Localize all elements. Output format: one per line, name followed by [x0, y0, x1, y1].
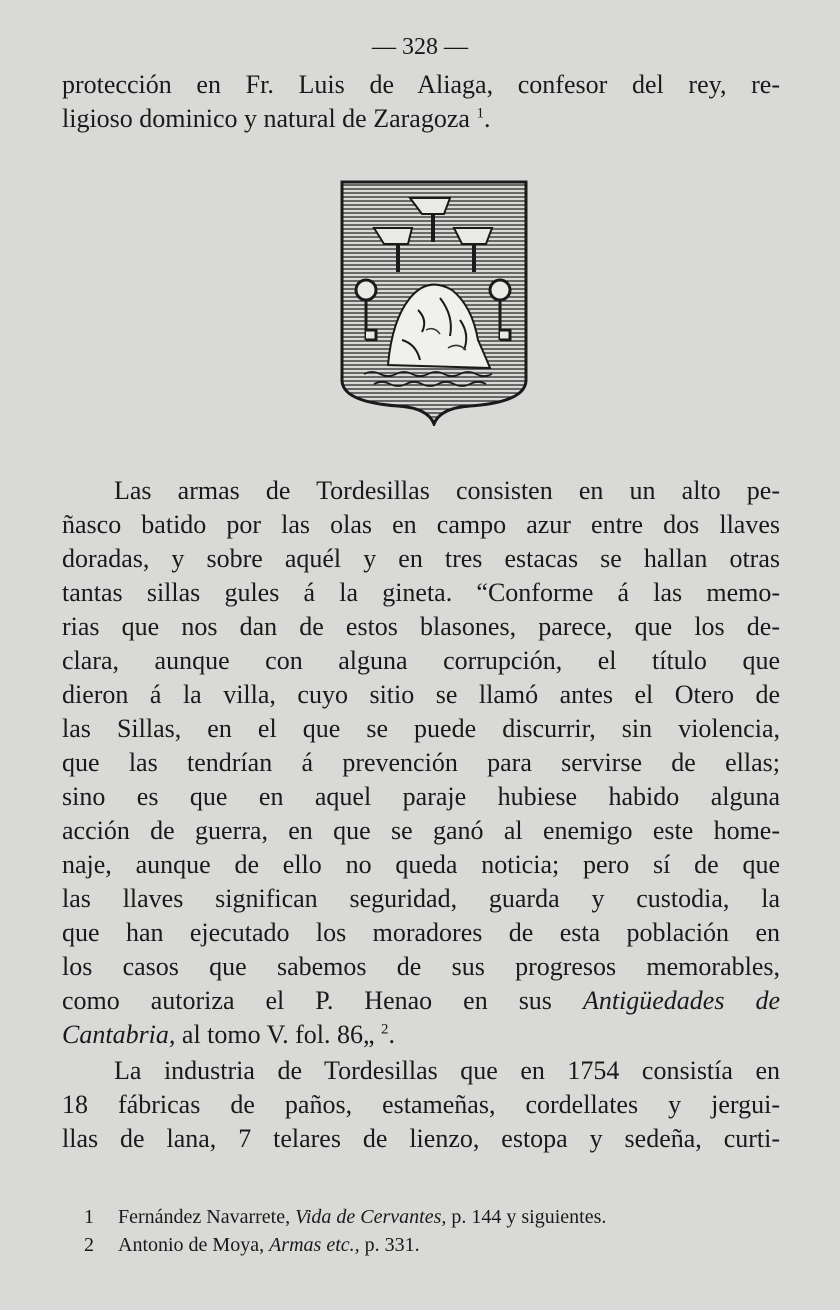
text-line: [62, 102, 780, 136]
footnote-text: Antonio de Moya,: [118, 1234, 270, 1256]
footnote-text: Fernández Navarrete,: [118, 1206, 296, 1228]
text-line: sino es que en aquel paraje hubiese habido alguna: [62, 782, 780, 811]
text-line: Las armas de Tordesillas consisten en un alto pe-: [114, 476, 780, 505]
text-line: doradas, y sobre aquél y en tres estacas se hallan otras: [62, 544, 780, 573]
text-line: [62, 984, 780, 1018]
footnote: [84, 1204, 606, 1230]
footnote-number: 2: [84, 1234, 94, 1256]
text-line: las Sillas, en el que se puede discurrir, sin violencia,: [62, 714, 780, 743]
footnote-text: p. 331.: [359, 1234, 420, 1256]
text-line: clara, aunque con alguna corrupción, el título que: [62, 646, 780, 675]
footnote-ref: 2: [381, 1021, 389, 1038]
book-title-italic: Cantabria,: [62, 1020, 176, 1049]
text-line: ñasco batido por las olas en campo azur entre dos llaves: [62, 510, 780, 539]
footnote-title: Armas etc.,: [269, 1234, 360, 1256]
coat-of-arms-illustration: [340, 180, 528, 426]
text-line: acción de guerra, en que se ganó al enemigo este home-: [62, 816, 780, 845]
text-line: 18 fábricas de paños, estameñas, cordellates y jergui-: [62, 1090, 780, 1119]
text-line: llas de lana, 7 telares de lienzo, estopa y sedeña, curti-: [62, 1124, 780, 1153]
text-fragment: al tomo V. fol. 86„: [175, 1020, 375, 1049]
text-line: las llaves significan seguridad, guarda y custodia, la: [62, 884, 780, 913]
text-line: rias que nos dan de estos blasones, parece, que los de-: [62, 612, 780, 641]
page-number: — 328 —: [372, 34, 468, 60]
footnote-number: 1: [84, 1206, 94, 1228]
text-line: que han ejecutado los moradores de esta población en: [62, 918, 780, 947]
text-fragment: .: [388, 1020, 396, 1049]
footnote-title: Vida de Cervantes,: [295, 1206, 447, 1228]
text-fragment: .: [483, 104, 491, 133]
text-line: que las tendrían á prevención para servirse de ellas;: [62, 748, 780, 777]
footnote-text: p. 144 y siguientes.: [446, 1206, 607, 1228]
text-line: [62, 1018, 780, 1052]
text-line: tantas sillas gules á la gineta. “Conforme á las memo-: [62, 578, 780, 607]
text-fragment: ligioso dominico y natural de Zaragoza: [62, 104, 470, 133]
footnote-ref: 1: [476, 105, 484, 122]
text-line: naje, aunque de ello no queda noticia; pero sí de que: [62, 850, 780, 879]
book-title-italic: Antigüedades de: [582, 986, 780, 1015]
text-line: La industria de Tordesillas que en 1754 consistía en: [114, 1056, 780, 1085]
text-fragment: como autoriza el P. Henao en sus: [62, 986, 552, 1015]
footnote: [84, 1232, 420, 1258]
text-line: los casos que sabemos de sus progresos memorables,: [62, 952, 780, 981]
text-line: protección en Fr. Luis de Aliaga, confesor del rey, re-: [62, 70, 780, 99]
text-line: dieron á la villa, cuyo sitio se llamó antes el Otero de: [62, 680, 780, 709]
